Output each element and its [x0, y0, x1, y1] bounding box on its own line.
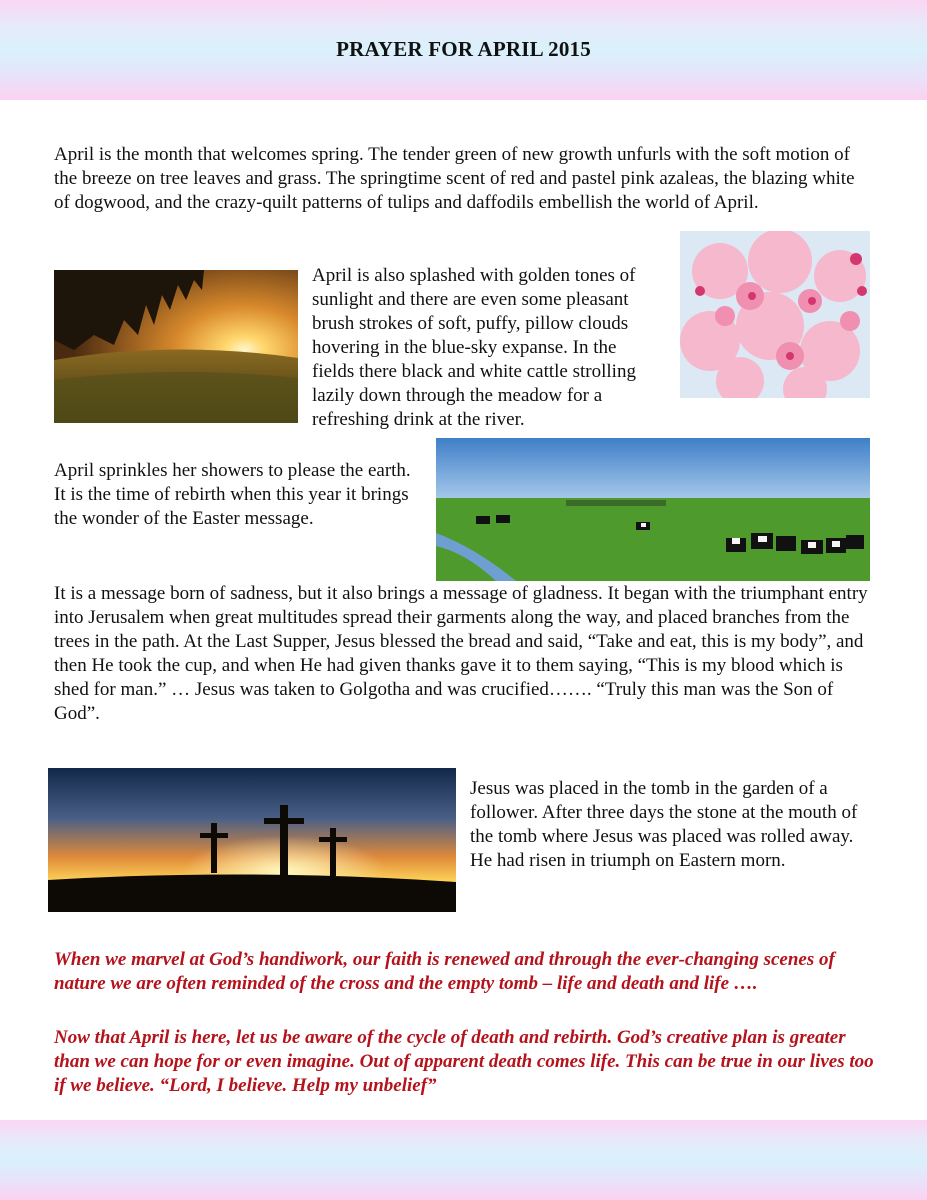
cherry-blossom-photo	[680, 231, 870, 398]
tomb-paragraph: Jesus was placed in the tomb in the garden of a follower. After three days the stone at the mouth of the tomb where Jesus was placed was rolled away. He had risen in triumph on Eastern morn.	[470, 778, 858, 871]
easter-story-paragraph: It is a message born of sadness, but it also brings a message of gladness. It began with the triumphant entry into Jerusalem when great multitudes spread their garments along the way, and placed branches from the trees in the path. At the Last Supper, Jesus blessed the bread and said, “Take and eat, this is my body”, and then He took the cup, and when He had given thanks gave it to them saying, “This is my blood which is shed for man.” … Jesus was taken to Golgotha and was crucified……. “Truly this man was the Son of God”.	[54, 583, 868, 724]
intro-paragraph: April is the month that welcomes spring. The tender green of new growth unfurls with the soft motion of the breeze on tree leaves and grass. The springtime scent of red and pastel pink azaleas, the blazing white of dogwood, and the crazy-quilt patterns of tulips and daffodils embellish the world of April.	[54, 144, 855, 213]
closing-prayer: Now that April is here, let us be aware of the cycle of death and rebirth. God’s creative plan is greater than we can hope for or even imagine. Out of apparent death comes life. This can be true in our lives too if we believe. “Lord, I believe. Help my unbelief”	[54, 1027, 874, 1096]
sunset-meadow-photo	[54, 270, 298, 423]
three-crosses-sunset-photo	[48, 768, 456, 912]
closing-reflection: When we marvel at God’s handiwork, our faith is renewed and through the ever-changing scenes of nature we are often reminded of the cross and the empty tomb – life and death and life ….	[54, 949, 835, 994]
bottom-gradient-band	[0, 1120, 927, 1200]
showers-paragraph: April sprinkles her showers to please the earth. It is the time of rebirth when this year it brings the wonder of the Easter message.	[54, 460, 411, 529]
sunlight-paragraph: April is also splashed with golden tones of sunlight and there are even some pleasant brush strokes of soft, puffy, pillow clouds hovering in the blue-sky expanse. In the fields there black and white cattle strolling lazily down through the meadow for a refreshing drink at the river.	[312, 265, 636, 430]
page-title: PRAYER FOR APRIL 2015	[336, 37, 591, 61]
cattle-field-photo	[436, 438, 870, 581]
